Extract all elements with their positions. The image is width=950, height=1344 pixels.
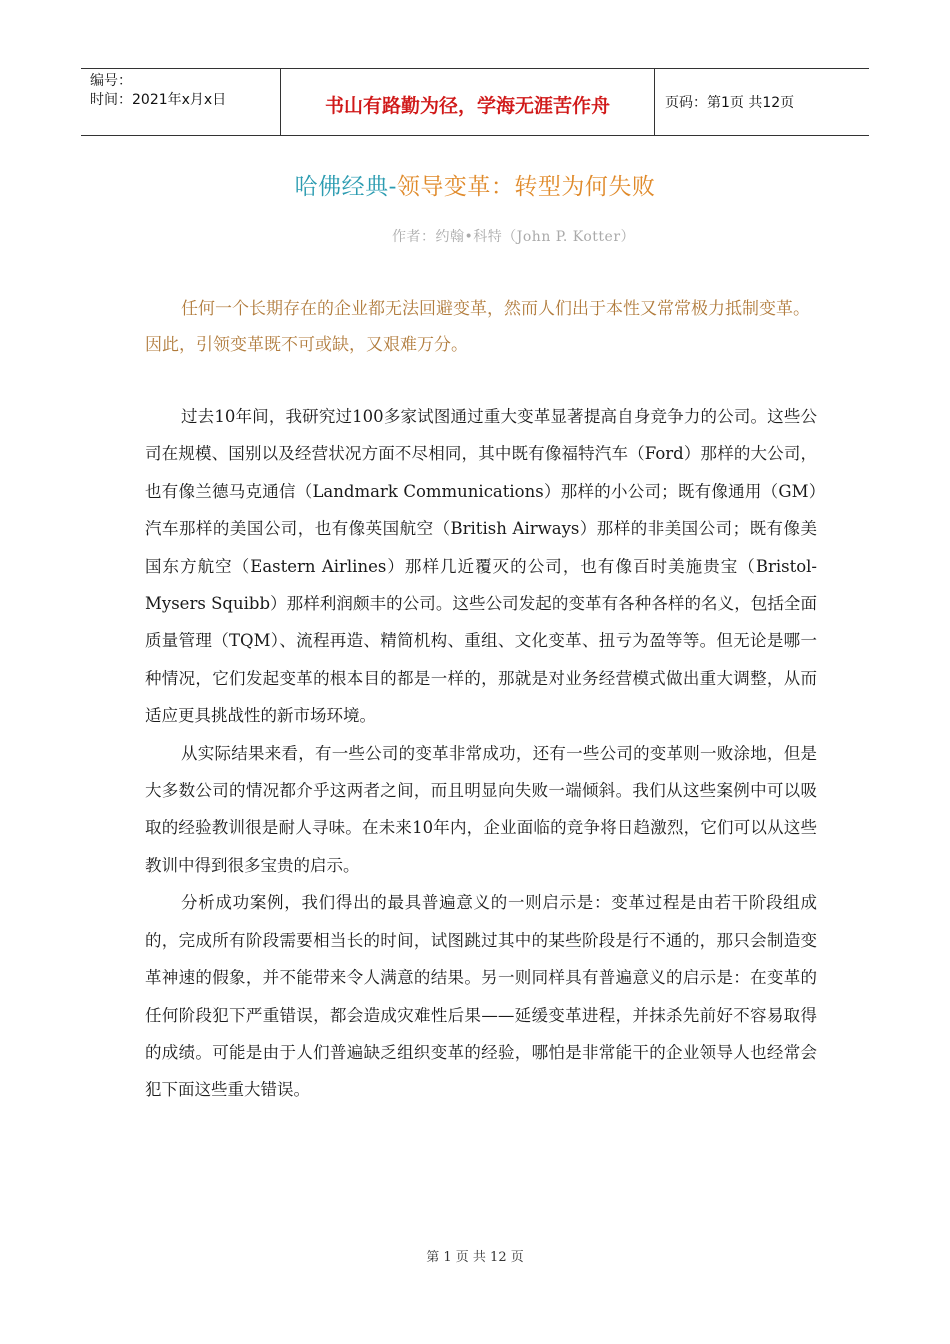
body-paragraph: 过去10年间，我研究过100多家试图通过重大变革显著提高自身竞争力的公司。这些公司在规模、国别以及经营状况方面不尽相同，其中既有像福特汽车（Ford）那样的大公司，也有像兰德马克通信（Landmark Communications）那样的小公司；既有像通用（GM）汽车那样的美国公司，也有像英国航空（British Airways）那样的非美国公司；既有像美国东方航空（Eastern Airlines）那样几近覆灭的公司，也有像百时美施贵宝（Bristol-Mysers Squibb）那样利润颇丰的公司。这些公司发起的变革有各种各样的名义，包括全面质量管理（TQM）、流程再造、精简机构、重组、文化变革、扭亏为盈等等。但无论是哪一种情况，它们发起变革的根本目的都是一样的，那就是对业务经营模式做出重大调整，从而适应更具挑战性的新市场环境。: [145, 407, 817, 726]
body-paragraph: 分析成功案例，我们得出的最具普遍意义的一则启示是：变革过程是由若干阶段组成的，完成所有阶段需要相当长的时间，试图跳过其中的某些阶段是行不通的，那只会制造变革神速的假象，并不能带来令人满意的结果。另一则同样具有普遍意义的启示是：在变革的任何阶段犯下严重错误，都会造成灾难性后果——延缓变革进程，并抹杀先前好不容易取得的成绩。可能是由于人们普遍缺乏组织变革的经验，哪怕是非常能干的企业领导人也经常会犯下面这些重大错误。: [145, 893, 817, 1100]
header-meta: [81, 69, 281, 135]
article-body: [145, 398, 817, 1109]
body-paragraph: 从实际结果来看，有一些公司的变革非常成功，还有一些公司的变革则一败涂地，但是大多数公司的情况都介乎这两者之间，而且明显向失败一端倾斜。我们从这些案例中可以吸取的经验教训很是耐人寻味。在未来10年内，企业面临的竞争将日趋激烈，它们可以从这些教训中得到很多宝贵的启示。: [145, 743, 817, 875]
page-footer: 第 1 页 共 12 页: [426, 1250, 524, 1265]
article-author: 作者：约翰•科特（John P. Kotter）: [392, 229, 636, 245]
document-number: 编号：: [90, 73, 132, 89]
header-page-info: 页码：第1页 共12页: [665, 95, 795, 111]
document-date: 时间：2021年x月x日: [90, 92, 227, 108]
document-header: [81, 68, 869, 136]
article-title: [0, 168, 950, 201]
article-lead: 任何一个长期存在的企业都无法回避变革，然而人们出于本性又常常极力抵制变革。因此，引领变革既不可或缺，又艰难万分。: [145, 299, 810, 355]
article-title-series: 哈佛经典-: [294, 174, 397, 200]
article-title-main: 领导变革：转型为何失败: [396, 174, 656, 200]
header-motto: 书山有路勤为径，学海无涯苦作舟: [281, 69, 655, 135]
